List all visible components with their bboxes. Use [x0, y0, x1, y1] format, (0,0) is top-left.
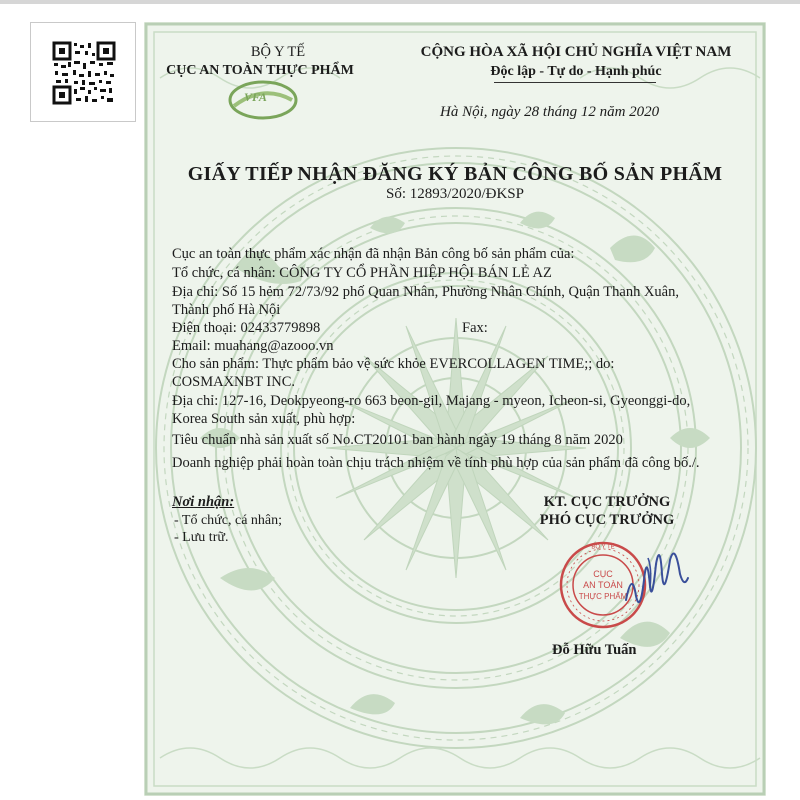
place-date: Hà Nội, ngày 28 tháng 12 năm 2020: [440, 104, 660, 120]
top-divider: [0, 0, 800, 4]
stamp-line: AN TOÀN: [583, 580, 623, 590]
stamp-line: THỰC PHẨM: [578, 592, 628, 601]
republic-title: CỘNG HÒA XÃ HỘI CHỦ NGHĨA VIỆT NAM: [420, 44, 732, 60]
motto-underline: [494, 82, 656, 83]
qr-code-icon: [52, 41, 116, 105]
body-line: Korea South sản xuất, phù hợp:: [172, 411, 356, 427]
signer-name: Đỗ Hữu Tuấn: [552, 642, 637, 658]
certificate-document: [140, 18, 770, 800]
agency-parent: BỘ Y TẾ: [250, 44, 306, 60]
body-line: COSMAXNBT INC.: [172, 374, 296, 390]
recipient-item: - Lưu trữ.: [174, 530, 229, 545]
recipients-heading: Nơi nhận:: [172, 494, 235, 510]
body-line: Cho sản phẩm: Thực phẩm bảo vệ sức khỏe EVERCOLLAGEN TIME;; do:: [172, 356, 615, 372]
document-title: GIẤY TIẾP NHẬN ĐĂNG KÝ BẢN CÔNG BỐ SẢN PHẨM: [187, 163, 723, 185]
national-motto: Độc lập - Tự do - Hạnh phúc: [490, 64, 662, 79]
handwritten-signature-icon: [618, 538, 698, 618]
signature-position: PHÓ CỤC TRƯỞNG: [539, 512, 675, 528]
body-line: Địa chỉ: Số 15 hẻm 72/73/92 phố Quan Nhân, Phường Nhân Chính, Quận Thanh Xuân,: [172, 284, 679, 300]
stamp-ring-text: BỘ Y TẾ: [591, 544, 615, 551]
body-line: Cục an toàn thực phẩm xác nhận đã nhận Bản công bố sản phẩm của:: [172, 246, 575, 262]
agency-name: CỤC AN TOÀN THỰC PHẨM: [166, 63, 354, 78]
fax-label: Fax:: [462, 320, 488, 336]
body-line: Tiêu chuẩn nhà sản xuất số No.CT20101 ban hành ngày 19 tháng 8 năm 2020: [172, 432, 623, 448]
qr-code-panel[interactable]: [30, 22, 136, 122]
body-line: Thành phố Hà Nội: [172, 302, 281, 318]
body-line: Địa chỉ: 127-16, Deokpyeong-ro 663 beon-gil, Majang - myeon, Icheon-si, Gyeonggi-do,: [172, 393, 691, 409]
body-line: Tổ chức, cá nhân: CÔNG TY CỔ PHẦN HIỆP HỘI BÁN LẺ AZ: [172, 265, 552, 281]
signature-title: KT. CỤC TRƯỞNG: [543, 494, 671, 510]
stamp-line: CỤC: [593, 569, 613, 579]
body-line: Email: muahang@azooo.vn: [172, 338, 334, 354]
document-number: Số: 12893/2020/ĐKSP: [386, 186, 524, 202]
recipient-item: - Tổ chức, cá nhân;: [174, 513, 283, 528]
body-line: Doanh nghiệp phải hoàn toàn chịu trách nhiệm về tính phù hợp của sản phẩm đã công bố./.: [172, 455, 700, 471]
body-line: Điện thoại: 02433779898: [172, 320, 321, 336]
vfa-logo-text: VFA: [244, 90, 267, 104]
